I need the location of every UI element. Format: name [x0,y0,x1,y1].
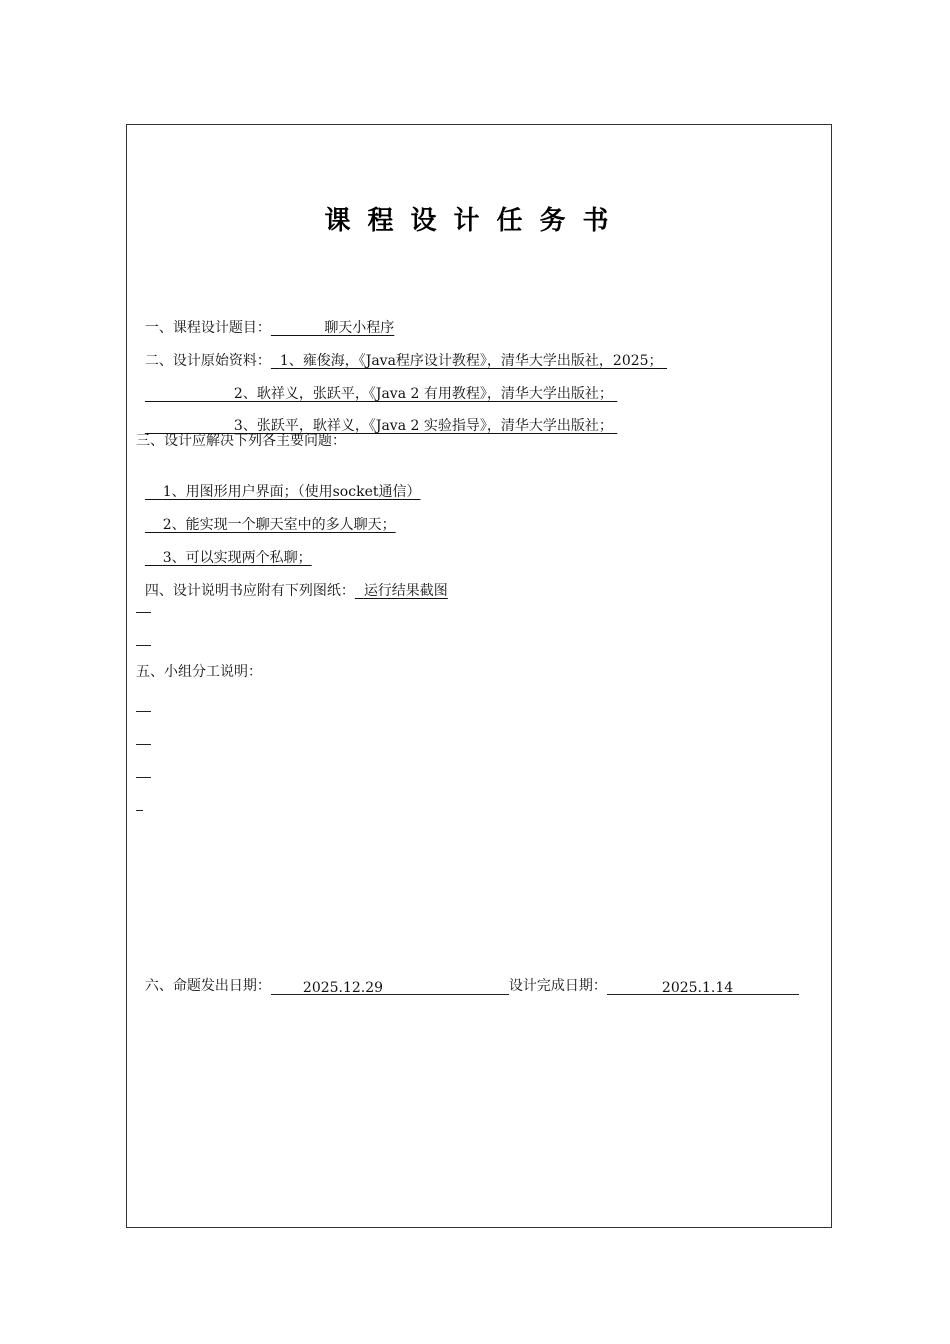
blank-line [136,744,151,745]
materials-row-2 [136,367,617,403]
blank-line [136,645,151,646]
material-2: 2、耿祥义，张跃平，《Java 2 有用教程》，清华大学出版社； [233,386,613,402]
materials-label: 二、设计原始资料： [144,353,271,369]
topic-label: 一、课程设计题目： [144,320,271,336]
division-label: 五、小组分工说明： [136,664,262,680]
topic-value: 聊天小程序 [324,320,395,336]
drawings-value: 运行结果截图 [363,583,448,599]
problem-row-1 [136,465,420,501]
blank-line [136,612,151,613]
issue-date-field [271,979,509,995]
topic-row [136,301,394,337]
blank-line [136,711,151,712]
drawings-value-wrap [355,583,448,599]
drawings-row [136,564,448,600]
problem-3: 3、可以实现两个私聊； [162,550,312,566]
finish-date-value: 2025.1.14 [661,980,734,996]
problem-row-3 [136,531,312,567]
blank-line [136,810,143,811]
problem-1: 1、用图形用户界面；（使用socket通信） [162,484,421,500]
problems-label: 三、设计应解决下列各主要问题： [136,433,346,449]
blank-line [136,777,151,778]
problem-2: 2、能实现一个聊天室中的多人聊天； [162,517,396,533]
material-1: 1、雍俊海，《Java程序设计教程》，清华大学出版社，2025； [279,353,663,369]
issue-date-label: 六、命题发出日期： [144,978,271,994]
document-title: 课程设计任务书 [324,206,626,236]
dates-row [136,959,799,995]
problem-row-2 [136,498,396,534]
materials-row-1 [136,334,667,370]
finish-date-field [607,979,799,995]
material-3: 3、张跃平，耿祥义，《Java 2 实验指导》，清华大学出版社； [233,418,613,434]
issue-date-value: 2025.12.29 [302,980,384,996]
drawings-label: 四、设计说明书应附有下列图纸： [144,583,355,599]
finish-date-label: 设计完成日期： [508,978,607,994]
materials-row-3 [136,399,617,435]
